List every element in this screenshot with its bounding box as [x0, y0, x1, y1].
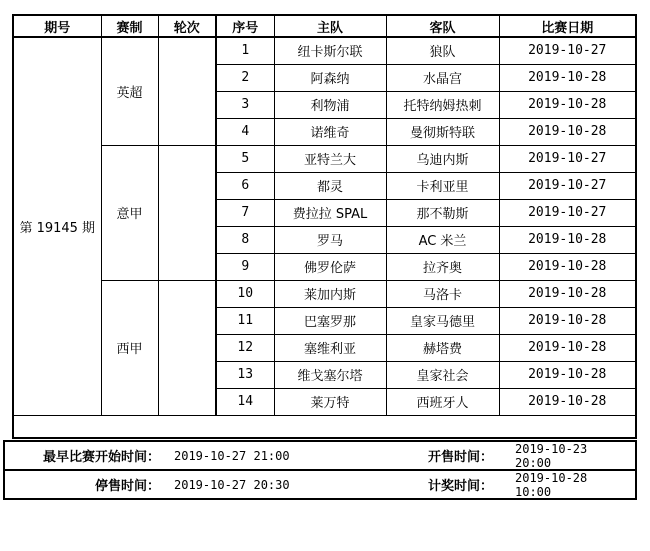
away-team-cell: 赫塔费: [386, 334, 499, 361]
col-header-league: 赛制: [101, 15, 158, 37]
match-no-cell: 8: [216, 226, 274, 253]
away-team-cell: 那不勒斯: [386, 199, 499, 226]
away-team-cell: 马洛卡: [386, 280, 499, 307]
match-no-cell: 11: [216, 307, 274, 334]
match-date-cell: 2019-10-28: [499, 280, 636, 307]
away-team-cell: 水晶宫: [386, 64, 499, 91]
match-date-cell: 2019-10-28: [499, 253, 636, 280]
home-team-cell: 阿森纳: [274, 64, 386, 91]
match-no-cell: 13: [216, 361, 274, 388]
home-team-cell: 莱万特: [274, 388, 386, 415]
away-team-cell: 皇家马德里: [386, 307, 499, 334]
home-team-cell: 都灵: [274, 172, 386, 199]
sale-stop-time-value: 2019-10-27 20:30: [174, 477, 290, 492]
home-team-cell: 塞维利亚: [274, 334, 386, 361]
match-row: [13, 37, 636, 64]
home-team-cell: 莱加内斯: [274, 280, 386, 307]
match-date-cell: 2019-10-28: [499, 388, 636, 415]
away-team-cell: 西班牙人: [386, 388, 499, 415]
home-team-cell: 亚特兰大: [274, 145, 386, 172]
match-date-cell: 2019-10-27: [499, 37, 636, 64]
col-header-no: 序号: [216, 15, 274, 37]
prize-calc-time-label: 计奖时间：: [427, 479, 493, 494]
match-date-cell: 2019-10-28: [499, 91, 636, 118]
league-cell: 西甲: [101, 280, 158, 415]
home-team-cell: 利物浦: [274, 91, 386, 118]
col-header-home: 主队: [274, 15, 386, 37]
home-team-cell: 诺维奇: [274, 118, 386, 145]
match-schedule-table: [12, 14, 637, 439]
home-team-cell: 维戈塞尔塔: [274, 361, 386, 388]
away-team-cell: 卡利亚里: [386, 172, 499, 199]
round-cell: [158, 37, 216, 145]
away-team-cell: 曼彻斯特联: [386, 118, 499, 145]
match-no-cell: 4: [216, 118, 274, 145]
col-header-away: 客队: [386, 15, 499, 37]
away-team-cell: 皇家社会: [386, 361, 499, 388]
col-header-date: 比赛日期: [499, 15, 636, 37]
away-team-cell: 乌迪内斯: [386, 145, 499, 172]
match-no-cell: 2: [216, 64, 274, 91]
period-cell: 第 19145 期: [13, 37, 101, 415]
sale-open-time-value: 2019-10-23 20:00: [515, 441, 588, 470]
prize-calc-time-value: 2019-10-28 10:00: [515, 470, 588, 499]
match-date-cell: 2019-10-28: [499, 64, 636, 91]
away-team-cell: 狼队: [386, 37, 499, 64]
spacer-row: [13, 415, 636, 438]
home-team-cell: 佛罗伦萨: [274, 253, 386, 280]
away-team-cell: AC 米兰: [386, 226, 499, 253]
round-cell: [158, 145, 216, 280]
home-team-cell: 费拉拉 SPAL: [274, 199, 386, 226]
match-date-cell: 2019-10-28: [499, 226, 636, 253]
match-date-cell: 2019-10-27: [499, 145, 636, 172]
away-team-cell: 拉齐奥: [386, 253, 499, 280]
earliest-match-start-value: 2019-10-27 21:00: [174, 448, 290, 463]
match-date-cell: 2019-10-27: [499, 199, 636, 226]
match-no-cell: 3: [216, 91, 274, 118]
home-team-cell: 罗马: [274, 226, 386, 253]
match-date-cell: 2019-10-28: [499, 361, 636, 388]
away-team-cell: 托特纳姆热刺: [386, 91, 499, 118]
match-date-cell: 2019-10-27: [499, 172, 636, 199]
match-row: [13, 145, 636, 172]
match-no-cell: 14: [216, 388, 274, 415]
match-no-cell: 7: [216, 199, 274, 226]
match-no-cell: 12: [216, 334, 274, 361]
match-no-cell: 6: [216, 172, 274, 199]
earliest-match-start-label: 最早比赛开始时间：: [42, 450, 160, 465]
match-date-cell: 2019-10-28: [499, 118, 636, 145]
home-team-cell: 纽卡斯尔联: [274, 37, 386, 64]
match-no-cell: 10: [216, 280, 274, 307]
sale-info-row-1: [3, 440, 637, 471]
sale-stop-time-label: 停售时间：: [94, 479, 160, 494]
match-no-cell: 1: [216, 37, 274, 64]
empty-spacer-cell: [13, 415, 636, 438]
match-date-cell: 2019-10-28: [499, 307, 636, 334]
col-header-period: 期号: [13, 15, 101, 37]
header-row: [13, 15, 636, 37]
col-header-round: 轮次: [158, 15, 216, 37]
match-row: [13, 280, 636, 307]
league-cell: 意甲: [101, 145, 158, 280]
match-no-cell: 5: [216, 145, 274, 172]
league-cell: 英超: [101, 37, 158, 145]
match-no-cell: 9: [216, 253, 274, 280]
round-cell: [158, 280, 216, 415]
home-team-cell: 巴塞罗那: [274, 307, 386, 334]
sale-open-time-label: 开售时间：: [427, 450, 493, 465]
sale-info-row-2: [3, 469, 637, 500]
match-date-cell: 2019-10-28: [499, 334, 636, 361]
